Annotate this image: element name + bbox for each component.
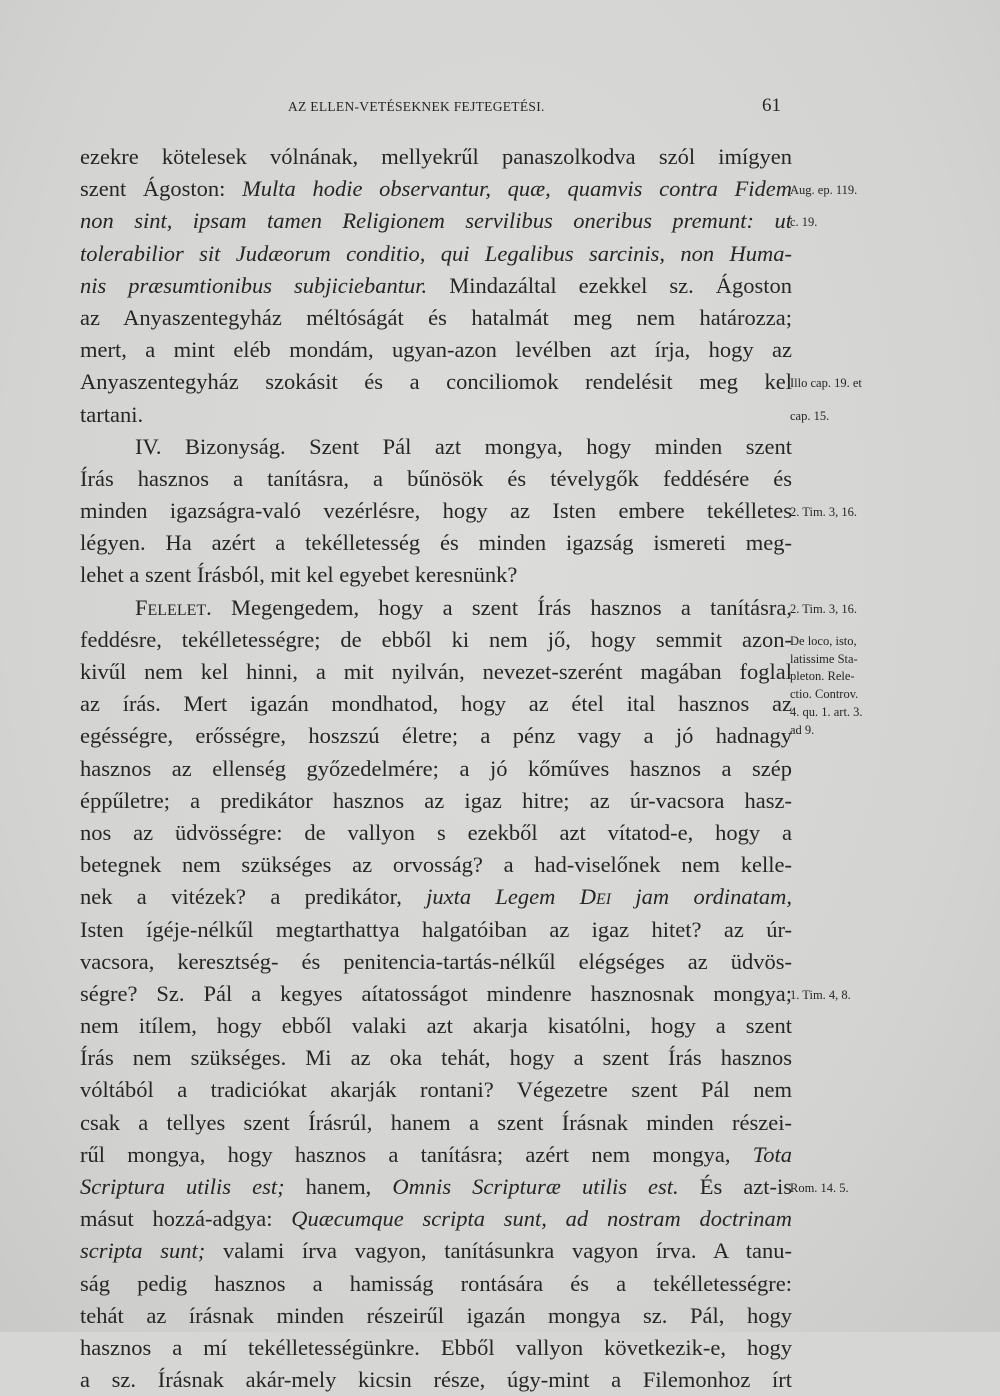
text-line [80, 1203, 792, 1235]
margin-note: Rom. 14. 5. [790, 1181, 849, 1196]
text-line [80, 624, 792, 656]
text-run: jam ordinatam, [611, 884, 792, 910]
text-run: nos az üdvösségre: de vallyon s ezekből azt vítatod-e, hogy a [80, 819, 792, 845]
text-line [80, 1042, 792, 1074]
text-run: tolerabilior sit Judæorum conditio, qui Legalibus sarcinis, non Huma- [80, 240, 792, 266]
margin-note: c. 19. [790, 215, 818, 230]
text-line [80, 302, 792, 334]
text-line [80, 914, 792, 946]
text-run: légyen. Ha azért a tekélletesség és minden igazság ismereti meg- [80, 530, 792, 556]
text-run: a sz. Írásnak akár-mely kicsin része, úgy-mint a Filemonhoz írt [80, 1367, 792, 1393]
text-run: kivűl nem kel hinni, a mit nyilván, nevezet-szerént magában foglal [80, 659, 792, 684]
margin-note: 1. Tim. 4, 8. [790, 988, 851, 1003]
text-line [80, 1171, 792, 1203]
text-line [80, 431, 792, 463]
text-line [80, 881, 792, 913]
margin-note: pleton. Rele- [790, 669, 855, 684]
text-line [80, 1107, 792, 1139]
text-line [80, 559, 792, 591]
text-line [80, 1139, 792, 1171]
text-line [80, 946, 792, 978]
text-line [80, 753, 792, 785]
margin-note: ctio. Controv. [790, 687, 859, 702]
text-run: minden igazságra-való vezérlésre, hogy az Isten embere tekélletes [80, 498, 792, 524]
text-line [80, 495, 792, 527]
text-run: ségre? Sz. Pál a kegyes aítatosságot mindenre hasznosnak mongya; [80, 980, 792, 1006]
text-run: mert, a mint eléb mondám, ugyan-azon levélben azt írja, hogy az [80, 337, 792, 363]
text-run: egésségre, erősségre, hoszszú életre; a pénz vagy a jó hadnagy [80, 723, 792, 749]
text-run: rűl mongya, hogy hasznos a tanításra; azért nem mongya, [80, 1141, 753, 1167]
text-run: . Megengedem, hogy a szent Írás hasznos a tanításra, [206, 594, 792, 620]
text-line [80, 463, 792, 495]
page-header [0, 95, 1000, 125]
text-run: betegnek nem szükséges az orvosság? a had-viselőnek nem kelle- [80, 852, 792, 878]
text-line [80, 849, 792, 881]
margin-note: ad 9. [790, 722, 815, 737]
text-run: szent Ágoston: [80, 176, 243, 202]
text-line [80, 592, 792, 624]
text-line [80, 1235, 792, 1267]
text-line [80, 978, 792, 1010]
text-run: Isten ígéje-nélkűl megtarthattya halgatóiban az igaz hitet? az úr- [80, 916, 792, 942]
text-run: Mindazáltal ezekkel sz. Ágoston [427, 272, 792, 298]
text-line [80, 366, 792, 398]
text-run: Anyaszentegyház szokásit és a conciliomok rendelésit meg kel [80, 369, 792, 395]
text-line [80, 173, 792, 205]
text-run: feddésre, tekélletességre; de ebből ki nem jő, hogy semmit azon- [80, 626, 792, 652]
text-run: Scriptura utilis est; [80, 1174, 285, 1199]
text-run: IV. Bizonyság. Szent Pál azt mongya, hogy minden szent [135, 433, 792, 459]
text-run: Quæcumque scripta sunt, ad nostram doctrinam [291, 1206, 792, 1232]
text-line [80, 1364, 792, 1396]
text-line [80, 205, 792, 237]
text-run: vóltából a tradiciókat akarják rontani? Végezetre szent Pál nem [80, 1077, 792, 1103]
text-line [80, 1268, 792, 1300]
text-line [80, 1010, 792, 1042]
margin-note: latissime Sta- [790, 651, 858, 666]
margin-note: Illo cap. 19. et [790, 376, 862, 391]
text-run: non sint, ipsam tamen Religionem servilibus oneribus premunt: ut [80, 208, 792, 234]
text-run: hasznos az ellenség győzedelmére; a jó kőműves hasznos a szép [80, 755, 792, 781]
text-line [80, 141, 792, 173]
text-line [80, 720, 792, 752]
text-run: Írás nem szükséges. Mi az oka tehát, hogy a szent Írás hasznos [80, 1045, 792, 1071]
text-run: lehet a szent Írásból, mit kel egyebet keresnünk? [80, 562, 518, 588]
text-run: scripta sunt; [80, 1238, 206, 1264]
text-line [80, 656, 792, 688]
text-run: hasznos a mí tekélletességünkre. Ebből vallyon következik-e, hogy [80, 1334, 792, 1360]
text-run: az Anyaszentegyház méltóságát és hatalmát meg nem határozza; [80, 304, 792, 330]
text-run: éppűletre; a predikátor hasznos az igaz hitre; az úr-vacsora hasz- [80, 787, 792, 813]
text-line [80, 817, 792, 849]
text-line [80, 334, 792, 366]
text-run: És azt-is [678, 1174, 792, 1199]
text-line [80, 238, 792, 270]
text-run: vacsora, keresztség- és penitencia-tartás-nélkűl elégséges az üdvös- [80, 948, 792, 974]
text-line [80, 785, 792, 817]
page-number: 61 [762, 95, 781, 116]
margin-note: De loco, isto, [790, 634, 857, 648]
text-line [80, 527, 792, 559]
text-run: Felelet [135, 594, 207, 620]
margin-note: 2. Tim. 3, 16. [790, 601, 858, 616]
text-run: juxta Legem [426, 884, 580, 910]
text-run: ság pedig hasznos a hamisság rontására és a tekélletességre: [80, 1270, 792, 1296]
running-head: AZ ELLEN-VETÉSEKNEK FEJTEGETÉSI. [288, 99, 545, 114]
text-run: Multa hodie observantur, quæ, quamvis contra Fidem [242, 176, 792, 202]
text-run: tehát az írásnak minden részeirűl igazán mongya sz. Pál, hogy [80, 1302, 792, 1328]
margin-note: 4. qu. 1. art. 3. [790, 704, 863, 719]
text-run: ezekre kötelesek vólnának, mellyekrűl panaszolkodva szól imígyen [80, 144, 792, 169]
text-run: nek a vitézek? a predikátor, [80, 884, 427, 910]
text-run: Írás hasznos a tanításra, a bűnösök és tévelygők feddésére és [80, 465, 792, 491]
text-run: Tota [752, 1141, 792, 1167]
text-run: másut hozzá-adgya: [80, 1206, 292, 1232]
text-run: valami írva vagyon, tanításunkra vagyon írva. A tanu- [205, 1238, 792, 1264]
text-line [80, 1300, 792, 1332]
text-run: Omnis Scripturæ utilis est. [392, 1174, 679, 1199]
text-run: csak a tellyes szent Írásrúl, hanem a szent Írásnak minden részei- [80, 1109, 792, 1135]
margin-note: Aug. ep. 119. [790, 183, 858, 198]
margin-note: 2. Tim. 3, 16. [790, 505, 858, 520]
text-run: nem itílem, hogy ebből valaki azt akarja kisatólni, hogy a szent [80, 1013, 792, 1039]
text-run: Dei [579, 884, 612, 910]
margin-note: cap. 15. [790, 408, 830, 423]
text-line [80, 688, 792, 720]
text-run: hanem, [284, 1174, 393, 1199]
text-line [80, 1074, 792, 1106]
text-run: tartani. [80, 401, 144, 427]
text-run: az írás. Mert igazán mondhatod, hogy az étel ital hasznos az [80, 691, 792, 717]
text-line [80, 270, 792, 302]
text-run: nis præsumtionibus subjiciebantur. [80, 272, 428, 298]
text-line [80, 399, 792, 431]
body-text [80, 141, 792, 1396]
text-line [80, 1332, 792, 1364]
